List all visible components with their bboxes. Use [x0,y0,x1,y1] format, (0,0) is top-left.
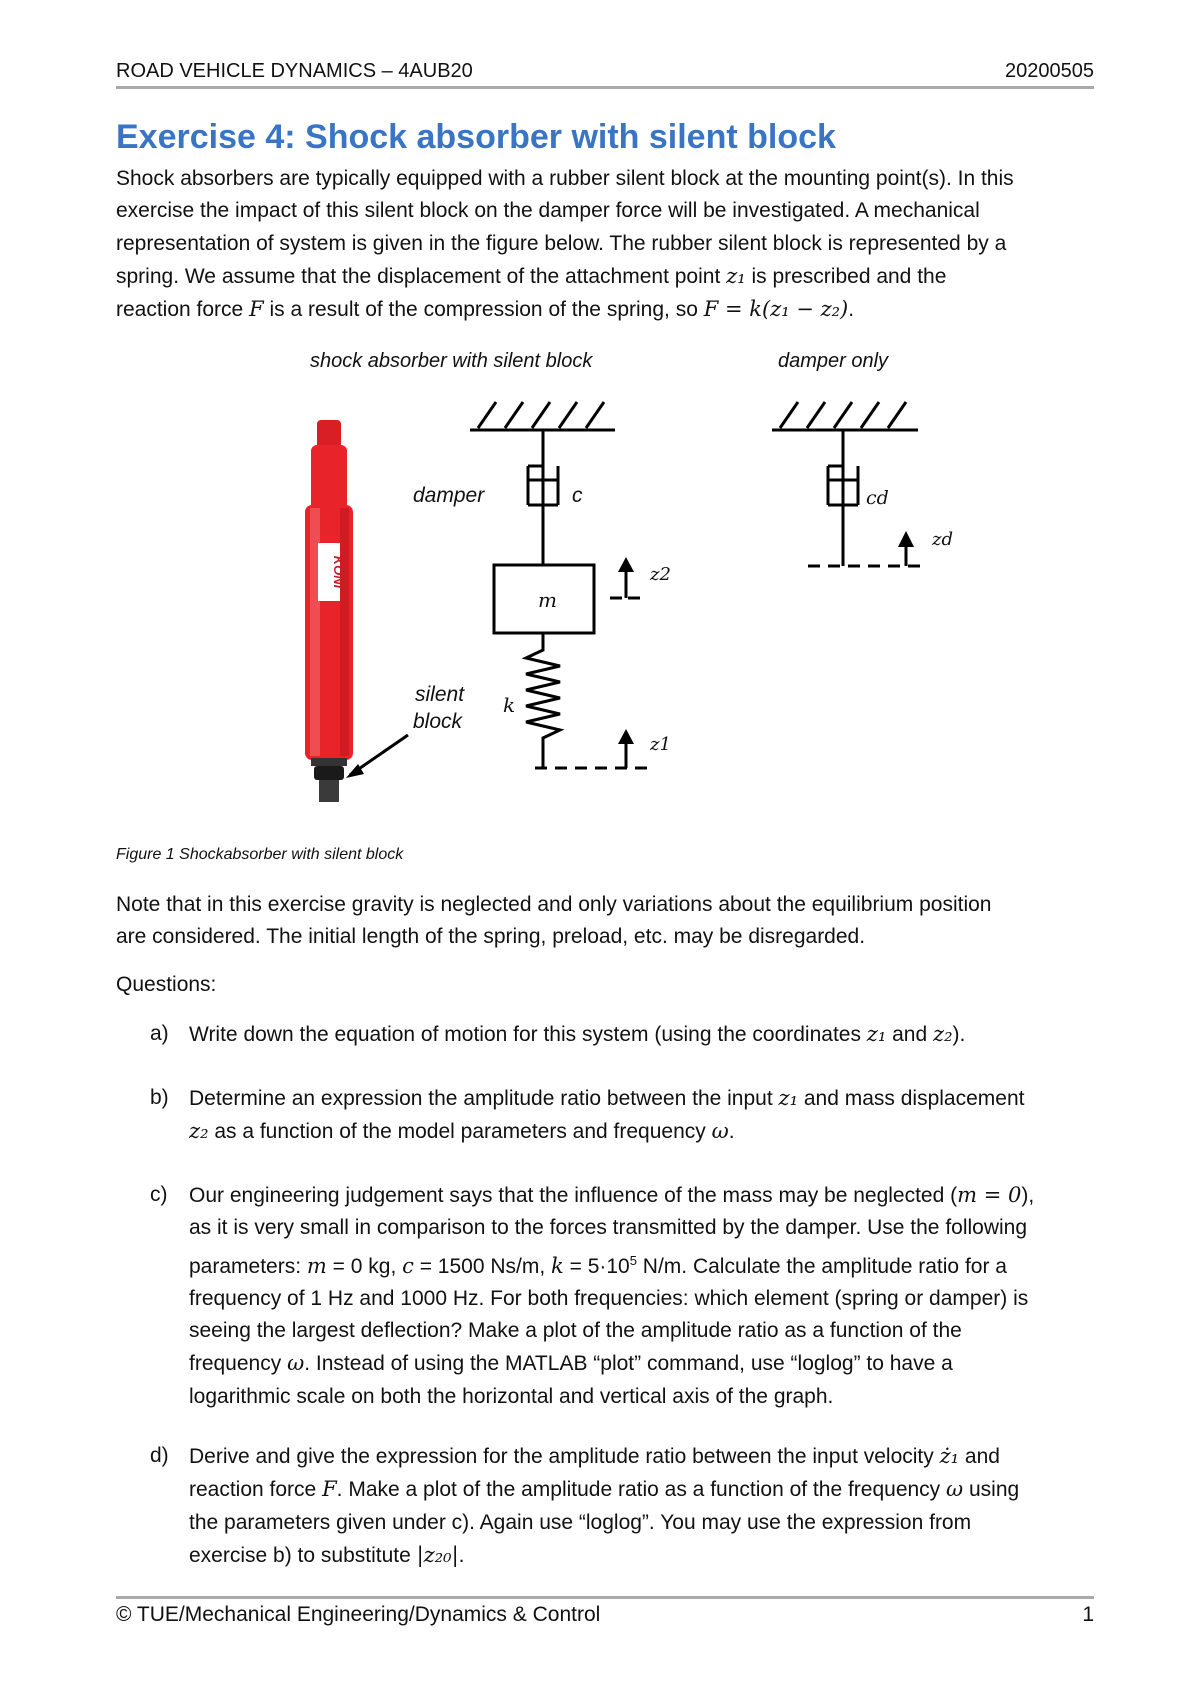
label-c: c [572,484,583,507]
page-number: 1 [1082,1603,1094,1626]
question-a-text: Write down the equation of motion for this system (using the coordinates z₁ and z₂). [189,1022,966,1046]
question-b-text: Determine an expression the amplitude ratio between the input z₁ and mass displacement z₂ as a function of the model parameters and frequency ω. [189,1086,1025,1144]
question-d-label: d) [150,1444,169,1467]
spring-symbol [526,633,560,768]
label-z2: z2 [650,564,671,585]
header-date: 20200505 [1005,60,1094,82]
question-c-text: Our engineering judgement says that the influence of the mass may be neglected (m = 0), as it is very small in comparison to the forces transmitted by the damper. Use the following parameters: m = 0 kg, c = 1500 Ns/m, $k = 5\cdot 10^5$ N/m. Calculate the amplitude ratio for a frequency of 1 Hz and 1000 Hz. For both frequencies: which element (spring or damper) is seeing the largest deflection? Make a plot of the amplitude ratio as a function of the frequency ω. Instead of using the MATLAB “plot” command, use “loglog” to have a logarithmic scale on both the horizontal and vertical axis of the graph. [189,1183,1035,1408]
note-line: Note that in this exercise gravity is neglected and only variations about the equilibrium position [116,893,992,916]
footer-rule [116,1596,1094,1599]
intro-line: exercise the impact of this silent block on the damper force will be investigated. A mechanical [116,199,980,223]
label-cd: cd [866,487,889,509]
figure-label-left: shock absorber with silent block [310,350,593,372]
figure-caption: Figure 1 Shockabsorber with silent block [116,846,404,863]
label-k: k [503,693,516,717]
damper-symbol [528,430,558,565]
label-zd: zd [932,529,954,550]
label-z1: z1 [650,734,671,755]
damper-only-symbol [828,430,858,566]
question-a-label: a) [150,1022,169,1045]
brand-label: KONI [331,555,346,589]
math-z1: z₁ [726,263,746,288]
intro-line: spring. We assume that the displacement of the attachment point z₁ is prescribed and the [116,263,947,288]
shock-absorber-image [305,420,353,802]
note-paragraph [116,889,1098,954]
question-d-text: Derive and give the expression for the amplitude ratio between the input velocity ż₁ and reaction force F. Make a plot of the amplitude ratio as a function of the frequency ω using the parameters given under c). Again use “loglog”. You may use the expression from exercise b) to substitute |z₂₀|. [189,1444,1020,1567]
question-b-label: b) [150,1086,169,1109]
figure-label-right: damper only [778,350,889,372]
intro-line: Shock absorbers are typically equipped with a rubber silent block at the mounting point(s). In this [116,167,1014,190]
question-c-label: c) [150,1183,168,1206]
label-damper: damper [413,484,485,507]
header-course: ROAD VEHICLE DYNAMICS – 4AUB20 [116,60,473,82]
label-block: block [413,710,463,733]
math-F: F [249,297,264,322]
intro-line: representation of system is given in the figure below. The rubber silent block is represented by a [116,231,1007,255]
note-line: are considered. The initial length of the spring, preload, etc. may be disregarded. [116,925,866,949]
footer-copyright: © TUE/Mechanical Engineering/Dynamics & Control [116,1603,601,1626]
label-m: m [538,588,557,612]
questions-heading: Questions: [116,973,217,996]
intro-line: reaction force F is a result of the compression of the spring, so F = k(z₁ − z₂). [116,297,855,322]
math-formula: F = k(z₁ − z₂) [703,297,849,322]
label-silent: silent [415,683,465,706]
mechanical-diagram [0,0,1200,830]
page-title: Exercise 4: Shock absorber with silent block [116,118,836,156]
